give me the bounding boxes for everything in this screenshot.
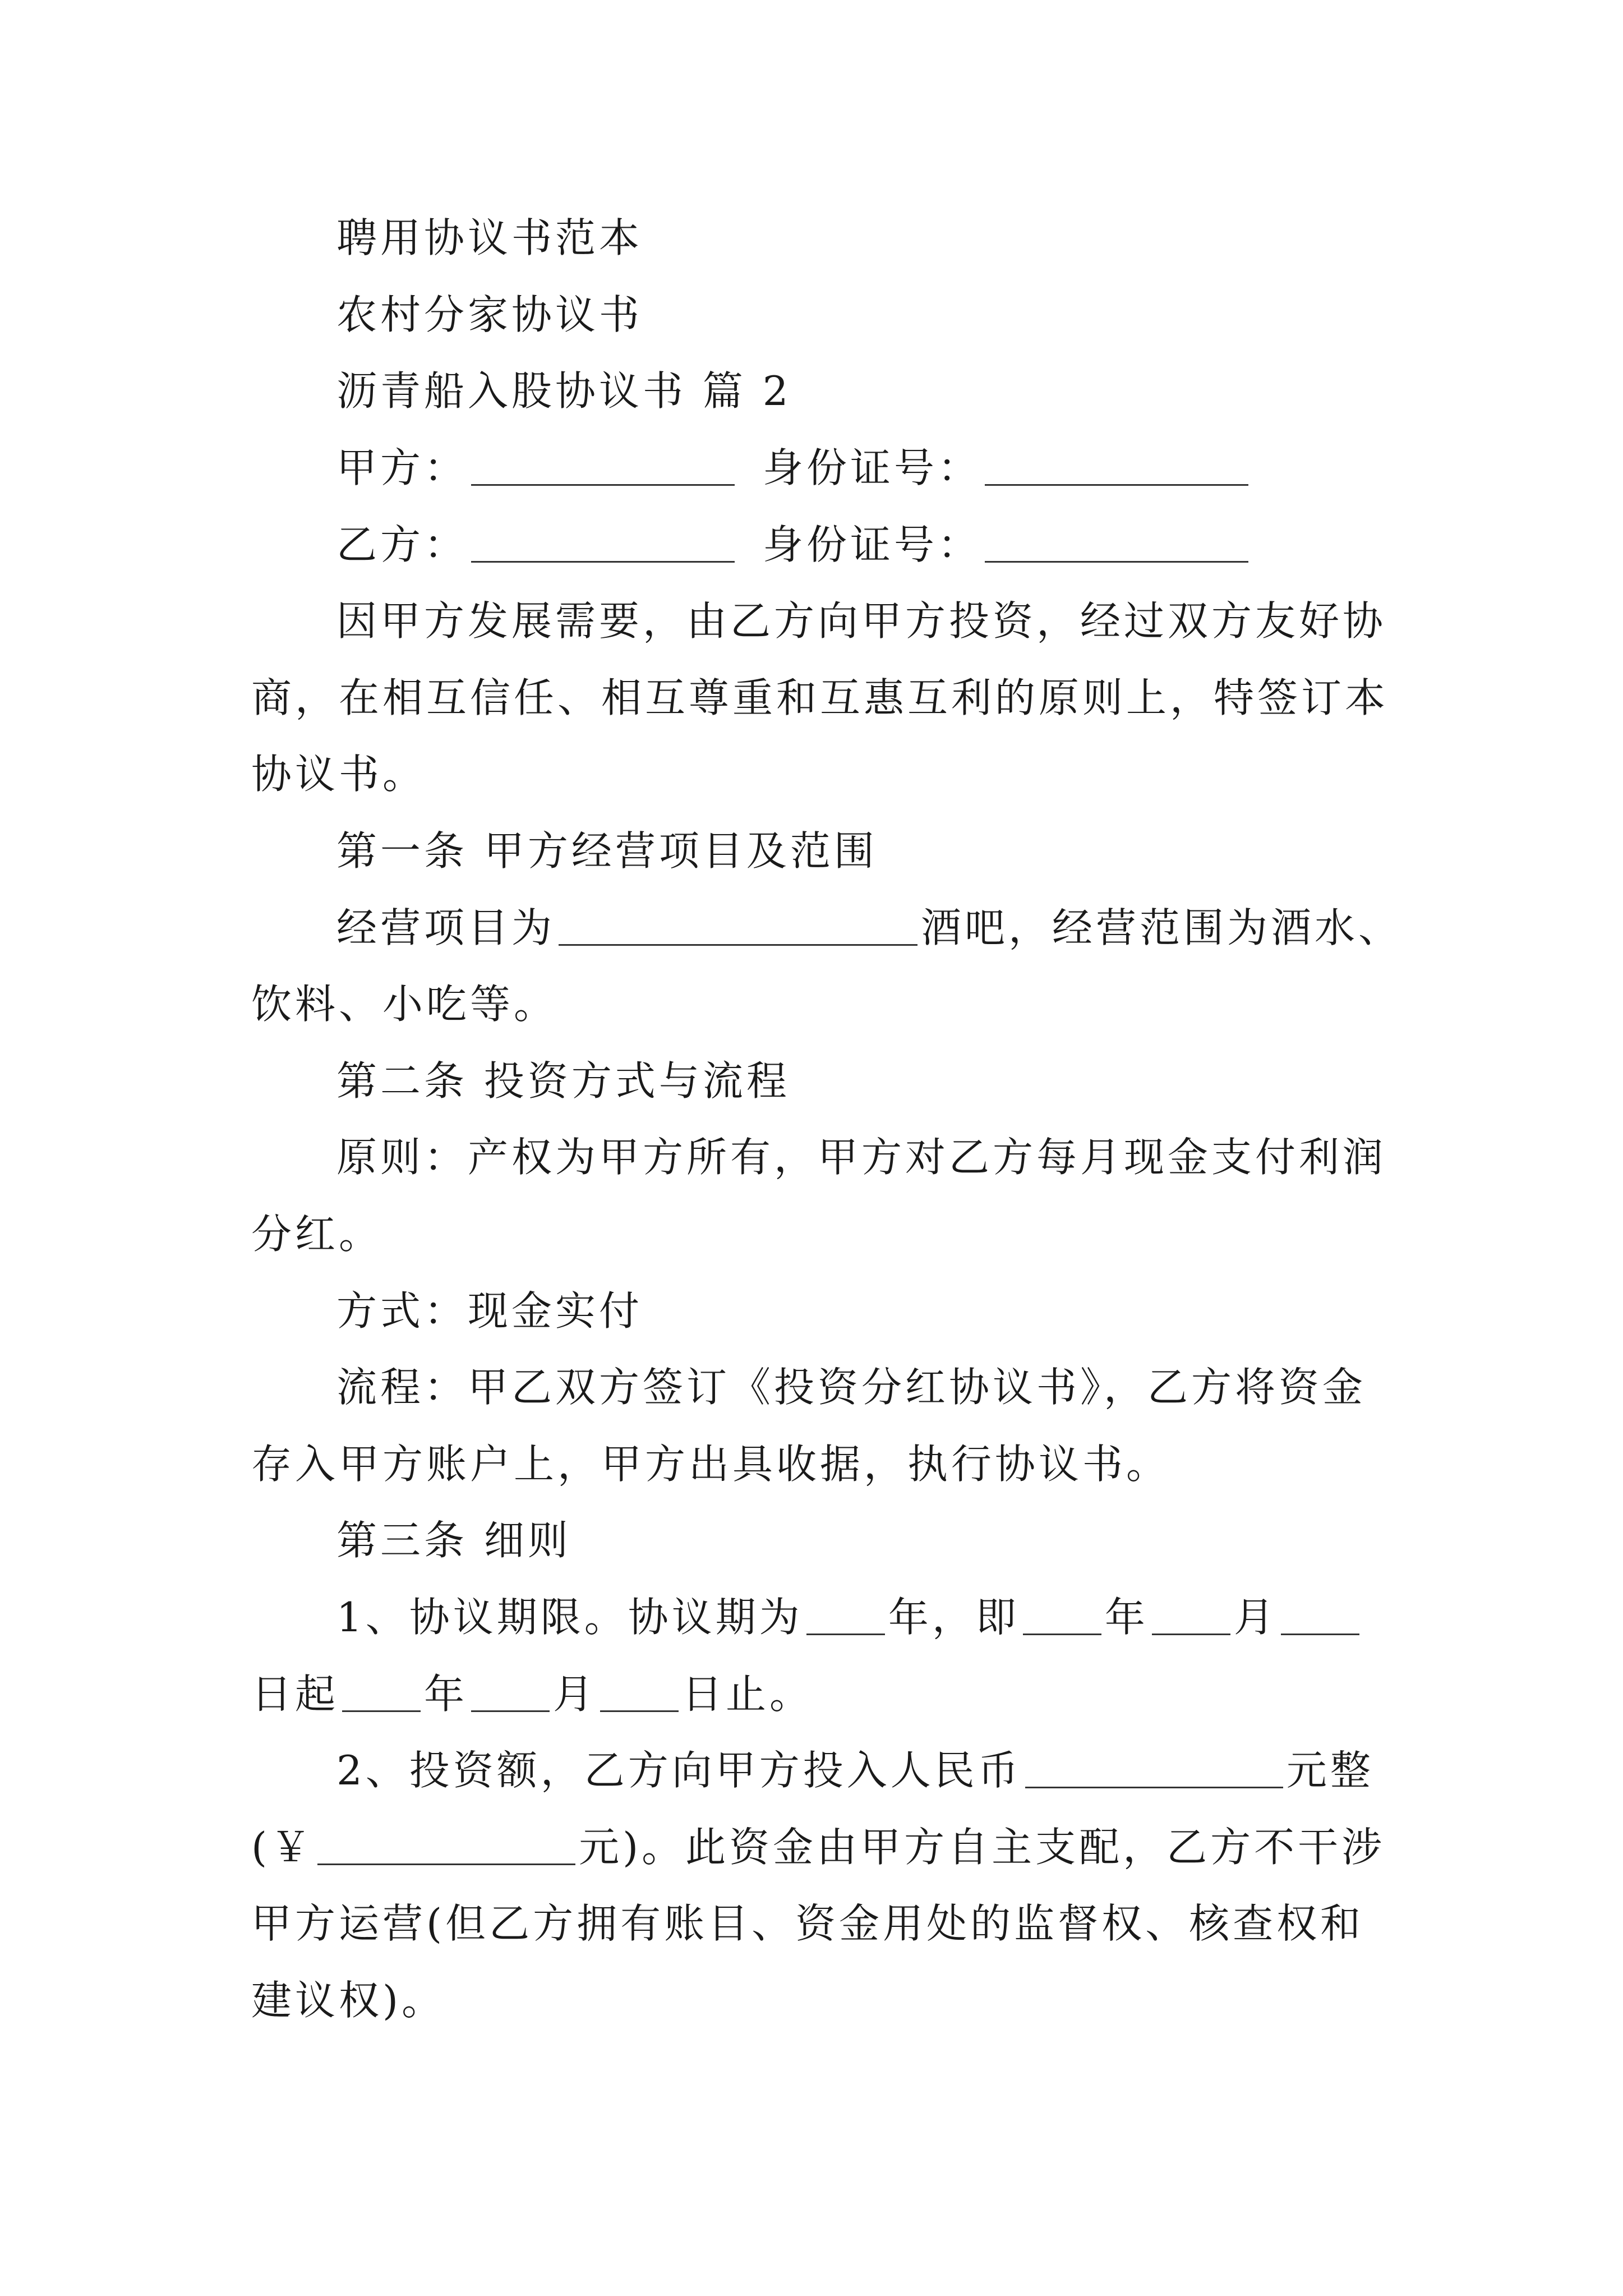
party-a-label: 甲方： xyxy=(336,444,468,491)
party-b-label: 乙方： xyxy=(336,521,468,568)
term-line-1 xyxy=(336,1594,1363,1641)
end-month-unit: 月 xyxy=(553,1671,597,1718)
end-month-blank xyxy=(471,1674,550,1712)
intro-line-3: 协议书。 xyxy=(251,751,427,798)
invest-line-4: 建议权)。 xyxy=(251,1977,446,2024)
start-month-blank xyxy=(1152,1597,1230,1635)
start-year-blank xyxy=(1023,1597,1101,1635)
term-line-2 xyxy=(251,1671,814,1718)
start-day-unit: 日起 xyxy=(251,1671,339,1718)
party-a-line xyxy=(336,444,1252,491)
party-b-blank xyxy=(471,524,735,563)
principle-line-1: 原则：产权为甲方所有，甲方对乙方每月现金支付利润 xyxy=(336,1134,1387,1181)
article-1-line-1 xyxy=(336,904,1403,951)
party-a-id-blank xyxy=(985,448,1248,486)
article-1-line-2: 饮料、小吃等。 xyxy=(251,981,558,1028)
start-month-unit: 月 xyxy=(1233,1594,1278,1641)
term-years-blank xyxy=(806,1597,885,1635)
article-2-title: 第二条 投资方式与流程 xyxy=(336,1057,790,1105)
business-item-blank xyxy=(559,908,917,946)
process-line-2: 存入甲方账户上，甲方出具收据，执行协议书。 xyxy=(251,1441,1170,1488)
party-b-line xyxy=(336,521,1252,568)
party-a-id-label: 身份证号： xyxy=(763,444,982,491)
principle-line-2: 分红。 xyxy=(251,1211,383,1258)
article-3-title: 第三条 细则 xyxy=(336,1517,571,1564)
article-1-title: 第一条 甲方经营项目及范围 xyxy=(336,827,878,875)
term-year-text: 年，即 xyxy=(888,1594,1020,1641)
yen-prefix: (￥ xyxy=(251,1824,315,1871)
invest-amount-blank xyxy=(1025,1750,1283,1788)
party-b-id-blank xyxy=(985,524,1248,563)
section-title: 沥青船入股协议书 篇 2 xyxy=(336,367,792,415)
yen-amount-blank xyxy=(317,1827,575,1865)
intro-line-2: 商，在相互信任、相互尊重和互惠互利的原则上，特签订本 xyxy=(251,674,1389,721)
intro-line-1: 因甲方发展需要，由乙方向甲方投资，经过双方友好协 xyxy=(336,597,1387,645)
method-line: 方式：现金实付 xyxy=(336,1287,643,1335)
related-title-rural-family-division: 农村分家协议书 xyxy=(336,291,643,338)
invest-line-1 xyxy=(336,1747,1374,1794)
business-item-label: 经营项目为 xyxy=(336,904,556,951)
invest-amount-label: 2、投资额，乙方向甲方投入人民币 xyxy=(336,1747,1022,1794)
end-year-unit: 年 xyxy=(424,1671,468,1718)
end-day-unit: 日止。 xyxy=(682,1671,814,1718)
start-year-unit: 年 xyxy=(1104,1594,1149,1641)
invest-control-text: 元)。此资金由甲方自主支配，乙方不干涉 xyxy=(579,1824,1386,1871)
party-a-blank xyxy=(471,448,735,486)
business-scope-text: 酒吧，经营范围为酒水、 xyxy=(921,904,1403,951)
end-day-blank xyxy=(600,1674,679,1712)
term-label: 1、协议期限。协议期为 xyxy=(336,1594,803,1641)
related-title-employment-agreement: 聘用协议书范本 xyxy=(336,214,643,261)
party-b-id-label: 身份证号： xyxy=(763,521,982,568)
start-day-blank xyxy=(1281,1597,1359,1635)
invest-line-2 xyxy=(251,1824,1386,1871)
process-line-1: 流程：甲乙双方签订《投资分红协议书》，乙方将资金 xyxy=(336,1364,1367,1411)
invest-line-3: 甲方运营(但乙方拥有账目、资金用处的监督权、核查权和 xyxy=(251,1900,1364,1947)
invest-amount-unit: 元整 xyxy=(1286,1747,1374,1794)
end-year-blank xyxy=(342,1674,421,1712)
